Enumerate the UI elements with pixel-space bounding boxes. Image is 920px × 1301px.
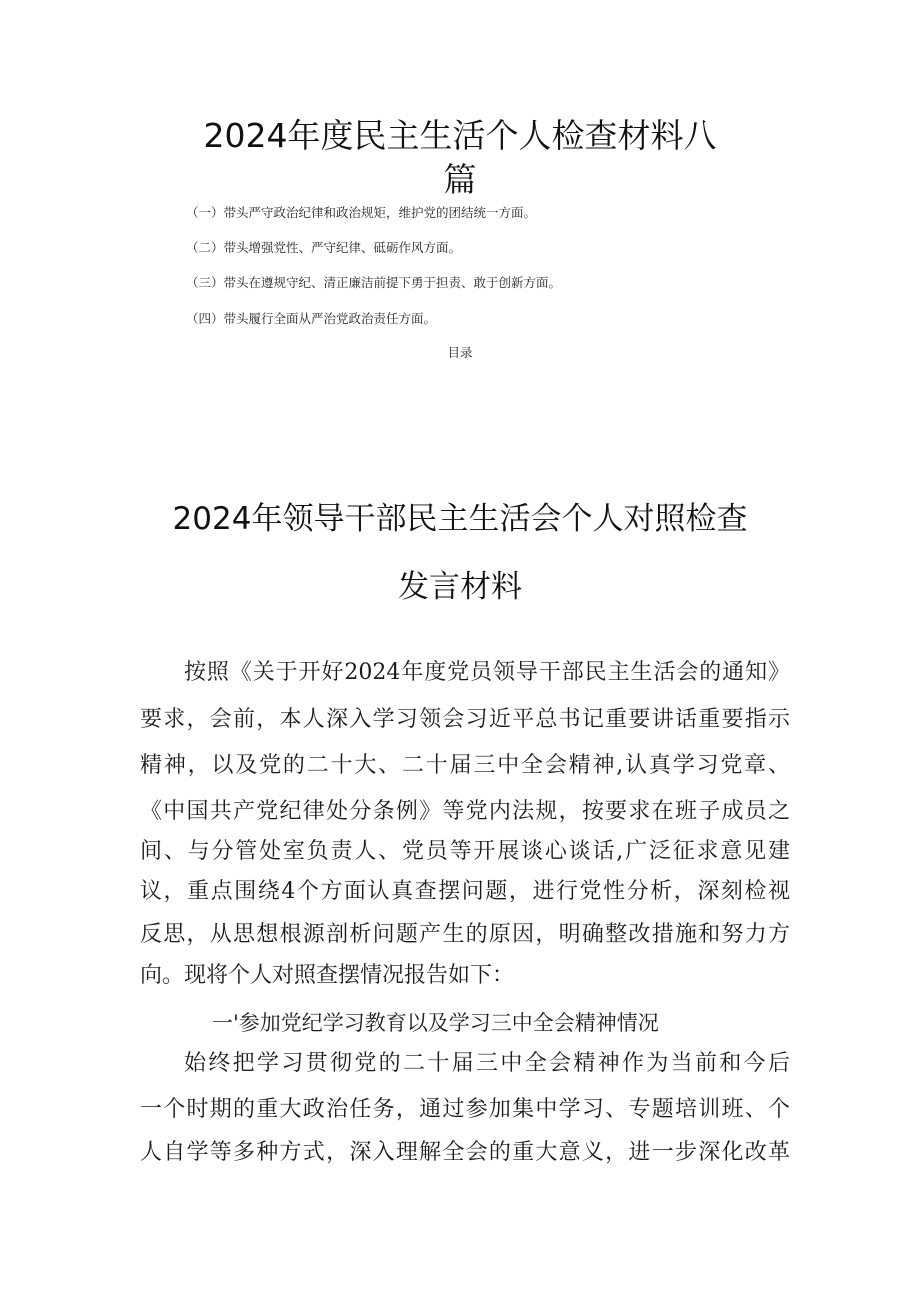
- paragraph-line: 精神，以及党的二十大、二十届三中全会精神,认真学习党章、: [140, 753, 790, 778]
- paragraph-line: 按照《关于开好2024年度党员领导干部民主生活会的通知》: [184, 660, 790, 685]
- toc-item: （三）带头在遵规守纪、清正廉洁前提下勇于担责、敢于创新方面。: [186, 275, 562, 290]
- toc-item: （四）带头履行全面从严治党政治责任方面。: [186, 311, 437, 326]
- toc-item: （一）带头严守政治纪律和政治规矩，维护党的团结统一方面。: [186, 205, 537, 220]
- paragraph-line: 向。现将个人对照查摆情况报告如下：: [140, 963, 515, 988]
- paragraph-line: 议，重点围绕4个方面认真查摆问题，进行党性分析，深刻检视: [140, 879, 790, 904]
- section-title-line-2: 发言材料: [398, 569, 522, 605]
- toc-item: （二）带头增强党性、严守纪律、砥砺作风方面。: [186, 240, 462, 255]
- paragraph-line: 间、与分管处室负责人、党员等开展谈心谈话,广泛征求意见建: [140, 839, 790, 864]
- paragraph-line: 始终把学习贯彻党的二十届三中全会精神作为当前和今后: [184, 1051, 790, 1076]
- document-title-line-2: 篇: [443, 160, 477, 199]
- paragraph-line: 一个时期的重大政治任务，通过参加集中学习、专题培训班、个: [140, 1097, 790, 1122]
- section-subheading: 一'参加党纪学习教育以及学习三中全会精神情况: [212, 1011, 659, 1035]
- paragraph-line: 《中国共产党纪律处分条例》等党内法规，按要求在班子成员之: [140, 799, 790, 824]
- paragraph-line: 要求，会前，本人深入学习领会习近平总书记重要讲话重要指示: [140, 707, 790, 732]
- document-title-line-1: 2024年度民主生活个人检查材料八: [203, 116, 717, 155]
- paragraph-line: 反思，从思想根源剖析问题产生的原因，明确整改措施和努力方: [140, 922, 790, 947]
- paragraph-line: 人自学等多种方式，深入理解全会的重大意义，进一步深化改革: [140, 1140, 790, 1165]
- section-title-line-1: 2024年领导干部民主生活会个人对照检查: [172, 501, 748, 537]
- toc-label: 目录: [447, 345, 473, 360]
